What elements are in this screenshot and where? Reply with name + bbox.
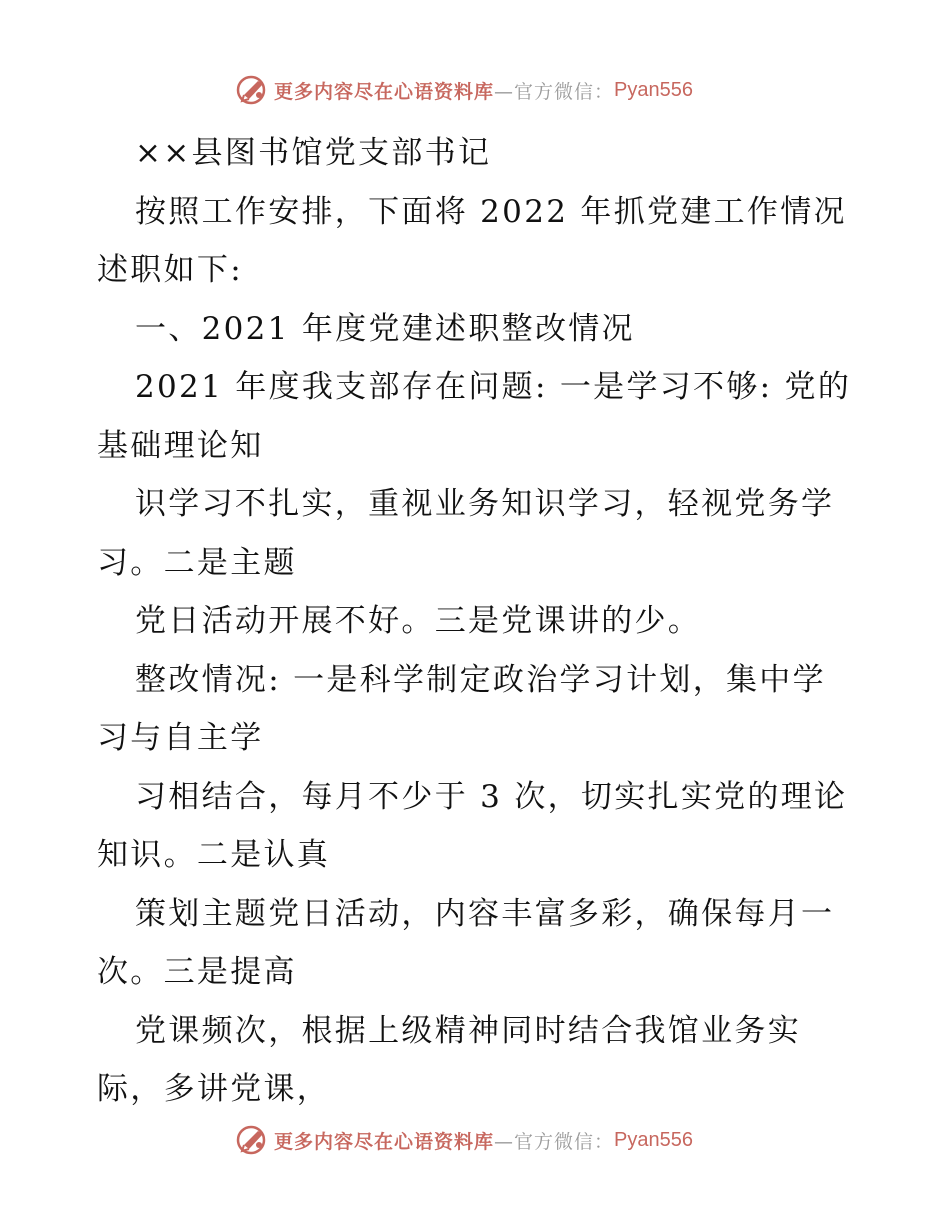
document-body [97, 124, 857, 1119]
paragraph: 2021 年度我支部存在问题: 一是学习不够: 党的基础理论知 [97, 369, 852, 464]
watermark-brand: 更多内容尽在心语资料库 [274, 1130, 495, 1153]
paragraph: 党课频次，根据上级精神同时结合我馆业务实际，多讲党课， [97, 1012, 801, 1107]
watermark-wechat-id: Pyan556 [614, 78, 693, 101]
header-watermark [236, 72, 693, 108]
paragraph: 识学习不扎实，重视业务知识学习，轻视党务学习。二是主题 [97, 486, 835, 581]
watermark-brand: 更多内容尽在心语资料库 [274, 80, 495, 103]
watermark-official-label: —官方微信： [494, 1130, 615, 1153]
paragraph: 策划主题党日活动，内容丰富多彩，确保每月一次。三是提高 [97, 895, 835, 990]
watermark-official-label: —官方微信： [494, 80, 615, 103]
watermark-wechat-id: Pyan556 [614, 1128, 693, 1151]
paragraph: 一、2021 年度党建述职整改情况 [135, 310, 635, 347]
paragraph: 习相结合，每月不少于 3 次，切实扎实党的理论知识。二是认真 [97, 778, 848, 873]
paragraph: 按照工作安排，下面将 2022 年抓党建工作情况述职如下: [97, 193, 847, 288]
pen-logo-icon [236, 1123, 270, 1157]
paragraph: 党日活动开展不好。三是党课讲的少。 [135, 603, 702, 639]
paragraph: 整改情况: 一是科学制定政治学习计划，集中学习与自主学 [97, 661, 826, 756]
pen-logo-icon [236, 73, 270, 107]
footer-watermark [236, 1122, 693, 1158]
paragraph: ××县图书馆党支部书记 [135, 135, 492, 171]
